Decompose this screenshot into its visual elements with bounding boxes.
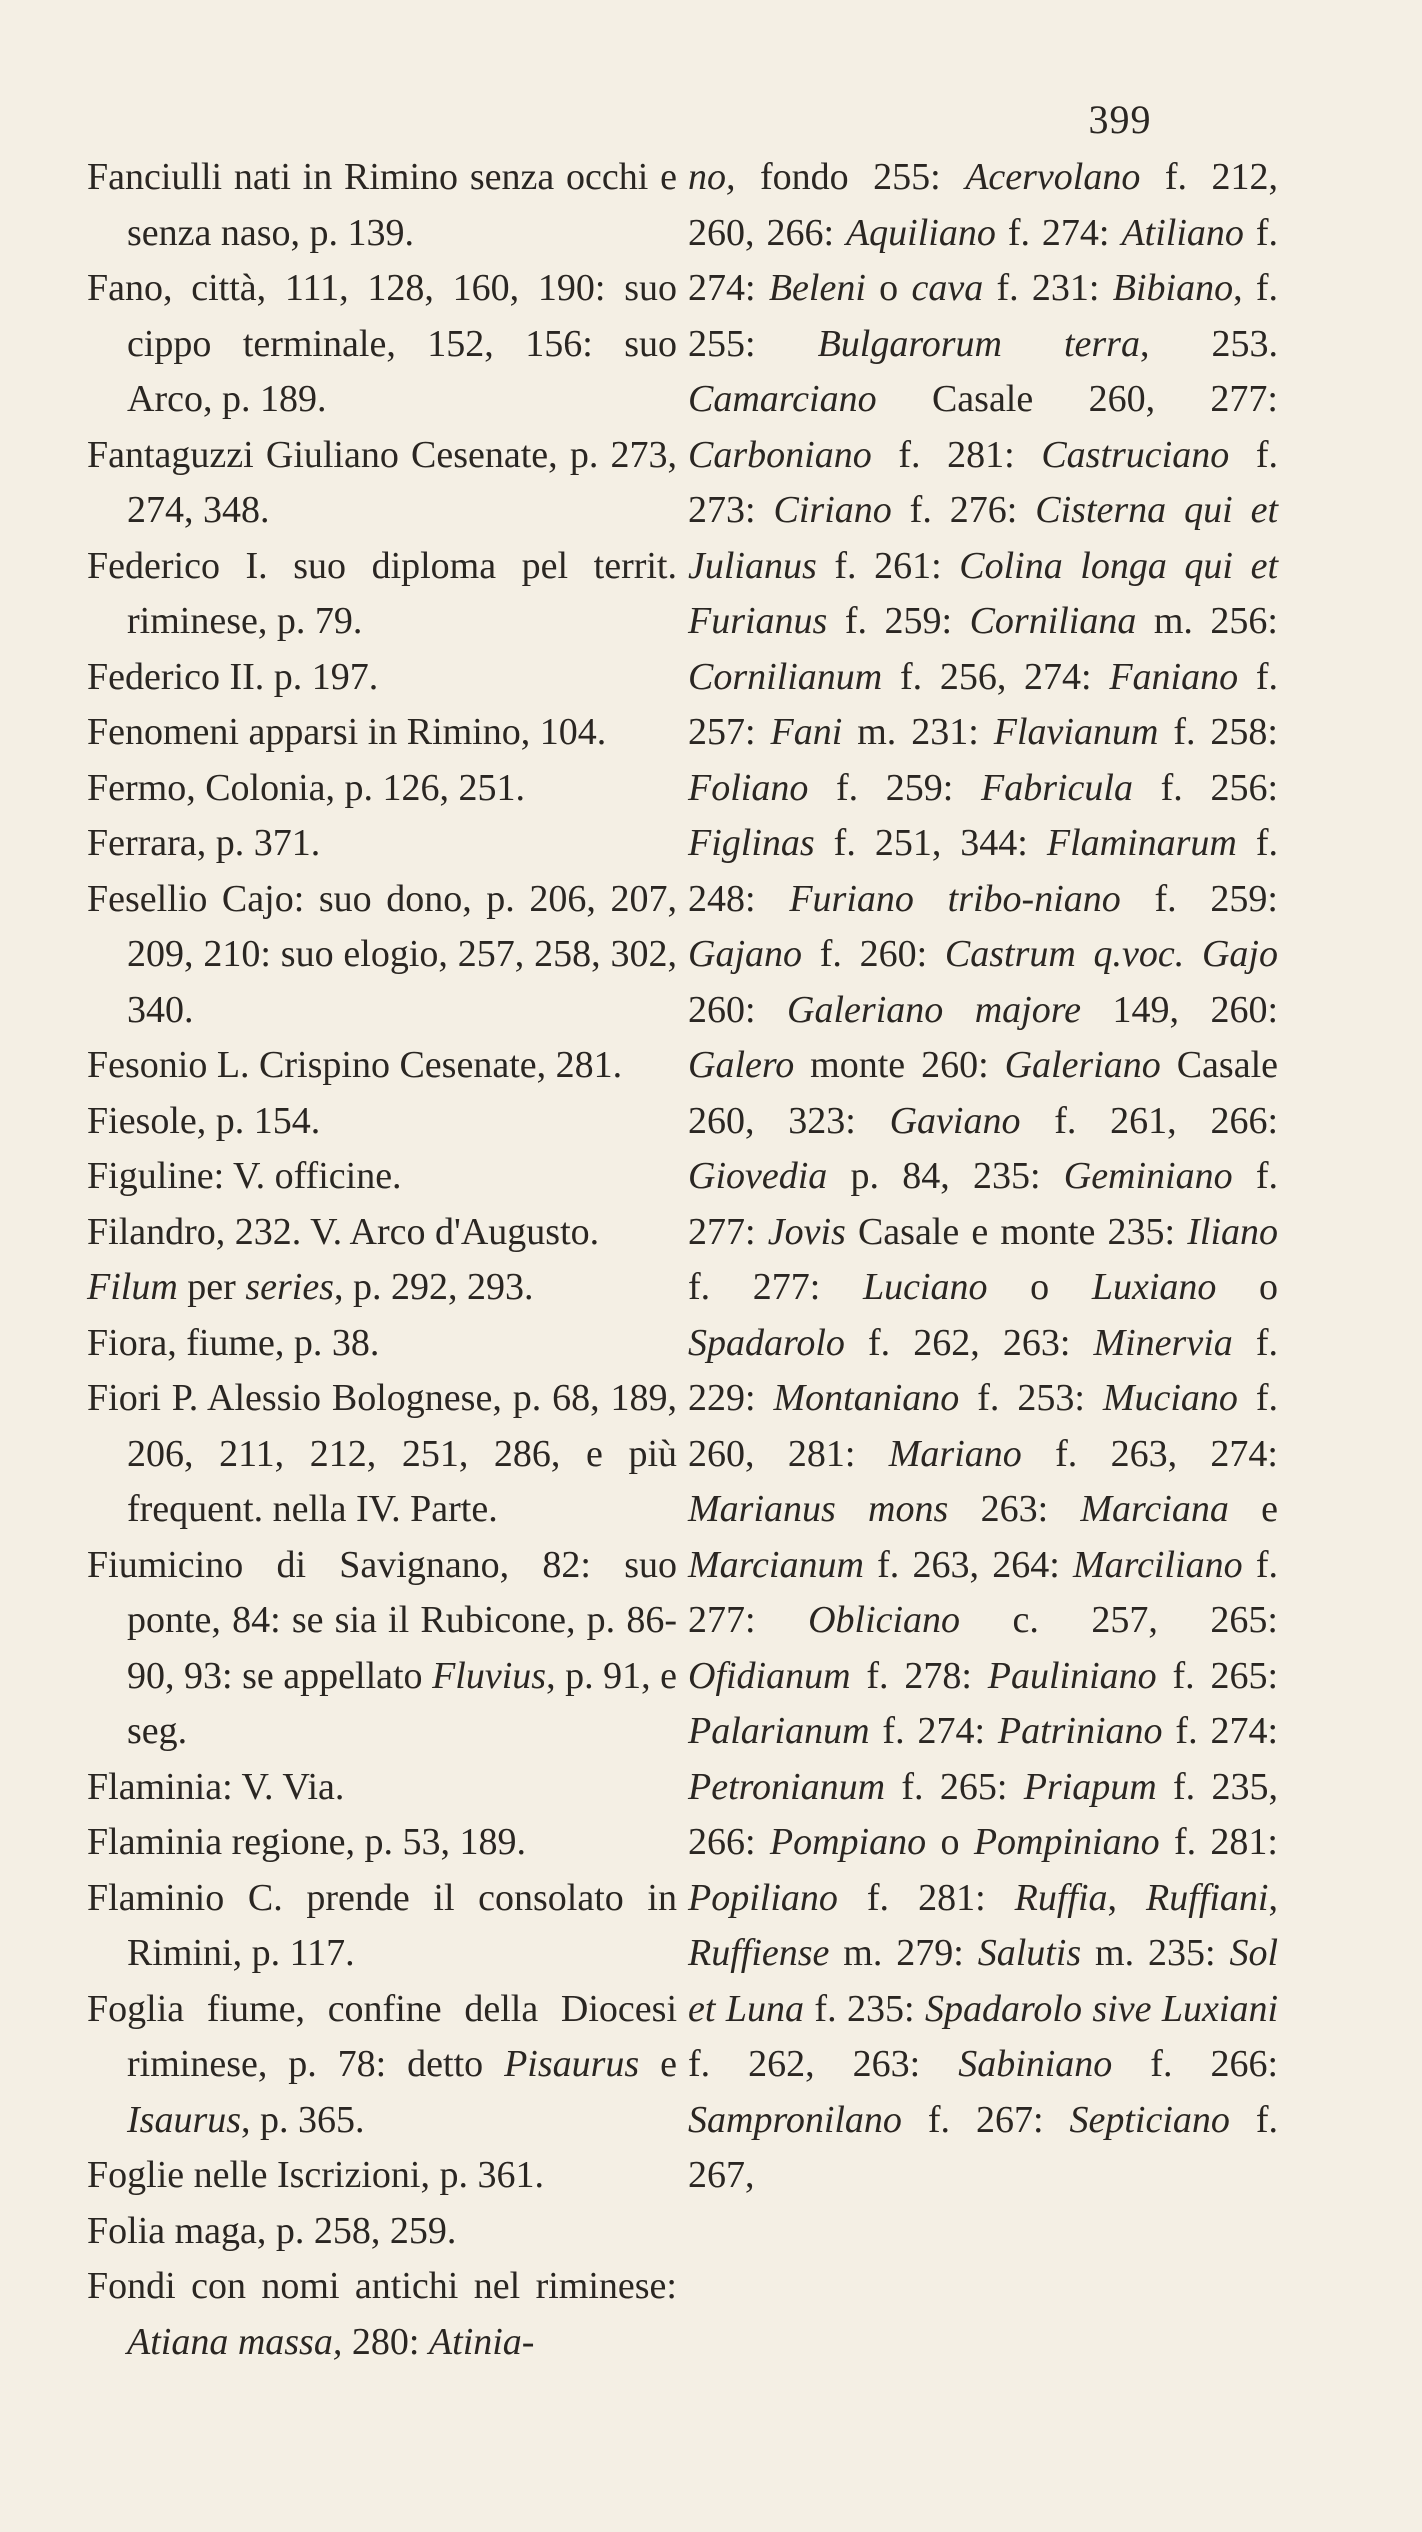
italic-term: Fluvius — [432, 1654, 547, 1697]
italic-term: no, — [688, 156, 736, 198]
italic-term: Atinia- — [428, 2320, 535, 2363]
entry-text: f. 262, 263: — [688, 2043, 959, 2085]
italic-term: Spadarolo sive Luxiani — [925, 1987, 1279, 2030]
entry-text: Fesellio Cajo: suo dono, p. 206, 207, 209, 210: suo elogio, 257, 258, 302, 340. — [87, 877, 677, 1031]
entry-text: Casale e monte 235: — [845, 1210, 1188, 1253]
italic-term: Luxiano — [1091, 1266, 1217, 1308]
entry-text: o — [1216, 1266, 1279, 1308]
italic-term: Flavianum — [993, 711, 1159, 753]
entry-text: f. 276: — [891, 489, 1036, 531]
italic-term: cava — [911, 267, 984, 309]
entry-text: Foglia fiume, confine della Diocesi riminese, p. 78: detto — [87, 1987, 677, 2085]
entry-text: f. 281: — [871, 433, 1042, 476]
entry-text: f. 248: — [688, 822, 1279, 920]
entry-text: Figuline: V. officine. — [87, 1155, 402, 1197]
entry-text: f. 253: — [959, 1377, 1103, 1419]
entry-text: f. 256, 274: — [882, 655, 1110, 698]
entry-text: Fermo, Colonia, p. 126, 251. — [87, 766, 526, 809]
italic-term: Ruffiense — [688, 1932, 830, 1974]
italic-term: Pompiniano — [973, 1821, 1160, 1863]
entry-text: f. 260, 281: — [688, 1377, 1279, 1475]
italic-term: Atiana massa, — [127, 2320, 343, 2363]
index-column-right — [688, 150, 1278, 2204]
entry-text: 149, 260: — [1080, 988, 1278, 1031]
italic-term: Fabricula — [981, 766, 1133, 809]
index-entry — [87, 1871, 677, 1982]
italic-term: Cornilianum — [688, 655, 883, 698]
italic-term: Luciano — [862, 1266, 988, 1308]
italic-term: Patriniano — [997, 1710, 1163, 1752]
italic-term: Cisterna qui et Julianus — [688, 489, 1279, 587]
italic-term: Faniano — [1109, 655, 1239, 698]
italic-term: Aquiliano — [845, 211, 996, 254]
italic-term: Gaviano — [889, 1099, 1021, 1142]
index-entry — [87, 1094, 677, 1150]
entry-text: f. 229: — [688, 1321, 1278, 1419]
entry-text: Casale 260, 323: — [688, 1044, 1278, 1142]
entry-text: Folia maga, p. 258, 259. — [87, 2209, 457, 2252]
entry-text: f. 261, 266: — [1020, 1099, 1279, 1142]
italic-term: Giovedia — [688, 1155, 828, 1197]
entry-text: f. 266: — [1112, 2043, 1278, 2085]
entry-text: e — [1228, 1488, 1278, 1530]
italic-term: Marciliano — [1073, 1543, 1243, 1586]
italic-term: Galeriano majore — [787, 988, 1081, 1031]
entry-text: Flaminia regione, p. 53, 189. — [87, 1821, 527, 1863]
entry-text: m. 231: — [842, 711, 994, 753]
italic-term: Corniliana — [969, 600, 1137, 642]
italic-term: Gajano — [688, 933, 802, 975]
italic-term: Spadarolo — [688, 1321, 845, 1364]
italic-term: Ofidianum — [688, 1654, 851, 1697]
entry-text: f. 274: — [1162, 1710, 1278, 1752]
italic-term: Montaniano — [773, 1377, 960, 1419]
index-entry — [87, 872, 677, 1039]
entry-text: Flaminia: V. Via. — [87, 1765, 345, 1808]
index-entry — [87, 1149, 677, 1205]
index-entry — [87, 1982, 677, 2149]
entry-text: Filandro, 232. V. Arco d'Augusto. — [87, 1210, 600, 1253]
entry-text: Ferrara, p. 371. — [87, 822, 321, 864]
entry-text: f. 277: — [688, 1543, 1278, 1641]
index-entry — [87, 1760, 677, 1816]
entry-text: f. 281: — [837, 1876, 1015, 1919]
entry-text: m. 256: — [1136, 600, 1278, 642]
italic-term: Camarciano — [688, 378, 877, 420]
italic-term: Popiliano — [688, 1876, 838, 1919]
italic-term: Ruffiani — [1146, 1876, 1269, 1919]
index-entry — [87, 1371, 677, 1538]
entry-text: Fiumicino di Savignano, 82: suo ponte, 84: se sia il Rubicone, p. 86-90, 93: se appellato — [87, 1543, 677, 1697]
italic-term: Palarianum — [688, 1710, 870, 1752]
entry-text: , — [1107, 1876, 1147, 1919]
italic-term: Mariano — [888, 1432, 1022, 1475]
italic-term: Galero — [688, 1044, 795, 1086]
entry-text: f. 212, 260, 266: — [688, 156, 1279, 254]
index-entry — [87, 150, 677, 261]
entry-text: o — [926, 1821, 974, 1863]
italic-term: Atiliano — [1121, 211, 1244, 254]
entry-text: 260: — [688, 988, 788, 1031]
entry-text: f. 274: — [995, 211, 1122, 254]
italic-term: Beleni — [768, 267, 866, 309]
italic-term: Ciriano — [773, 489, 892, 531]
index-entry — [87, 1038, 677, 1094]
entry-text: , 253. — [1139, 322, 1278, 365]
italic-term: Castrum q.voc. Gajo — [944, 933, 1278, 975]
entry-text: Federico I. suo diploma pel territ. riminese, p. 79. — [87, 544, 677, 642]
index-entry — [87, 650, 677, 706]
entry-text: f. 259: — [1120, 877, 1278, 920]
index-entry — [87, 761, 677, 817]
entry-text: 263: — [948, 1488, 1081, 1530]
entry-text: f. 274: — [688, 211, 1278, 309]
entry-text: e — [639, 2043, 677, 2085]
italic-term: Filum — [87, 1266, 178, 1308]
index-entry — [87, 1260, 677, 1316]
entry-text: f. 251, 344: — [814, 822, 1047, 864]
entry-text: f. 256: — [1132, 766, 1278, 809]
entry-text: f. 274: — [869, 1710, 998, 1752]
index-entry — [87, 2204, 677, 2260]
italic-term: Marciana — [1080, 1488, 1229, 1530]
italic-term: Priapum — [1023, 1765, 1157, 1808]
entry-text: f. 259: — [808, 766, 981, 809]
entry-text: Fesonio L. Crispino Cesenate, 281. — [87, 1044, 623, 1086]
entry-text: Fiori P. Alessio Bolognese, p. 68, 189, 206, 211, 212, 251, 286, e più frequent. nella IV. Parte. — [87, 1377, 677, 1530]
index-entry — [87, 2259, 677, 2370]
italic-term: Flaminarum — [1046, 822, 1237, 864]
entry-text: monte 260: — [794, 1044, 1005, 1086]
entry-text: fondo 255: — [735, 156, 966, 198]
entry-text: Flaminio C. prende il consolato in Rimini, p. 117. — [87, 1876, 677, 1974]
entry-text: Fiesole, p. 154. — [87, 1099, 321, 1142]
italic-term: Sol et Luna — [688, 1932, 1278, 2030]
index-entry — [87, 539, 677, 650]
italic-term: Furiano tribo-niano — [789, 877, 1121, 920]
entry-text: f. 278: — [850, 1654, 988, 1697]
italic-term: Pisaurus — [504, 2043, 640, 2085]
entry-text: Fantaguzzi Giuliano Cesenate, p. 273, 274, 348. — [87, 433, 677, 531]
italic-term: Iliano — [1187, 1210, 1279, 1253]
index-entry — [87, 1316, 677, 1372]
italic-term: Figlinas — [688, 822, 815, 864]
entry-text: f. 235, 266: — [688, 1765, 1279, 1863]
italic-term: Muciano — [1102, 1377, 1238, 1419]
entry-text: f. 231: — [983, 267, 1113, 309]
entry-text: , p. 292, 293. — [333, 1266, 534, 1308]
italic-term: Petronianum — [688, 1765, 886, 1808]
entry-text: Fanciulli nati in Rimino senza occhi e senza naso, p. 139. — [87, 156, 677, 254]
entry-text: , p. 91, e seg. — [127, 1654, 677, 1752]
italic-term: Salutis — [977, 1932, 1082, 1974]
entry-text: f. 267: — [901, 2098, 1070, 2141]
entry-text: f. 261: — [816, 544, 960, 587]
italic-term: Marianus mons — [688, 1488, 949, 1530]
italic-term: Ruffia — [1014, 1876, 1108, 1919]
entry-text: f. 265: — [1156, 1654, 1278, 1697]
entry-text: Casale 260, 277: — [876, 378, 1278, 420]
entry-text: Fiora, fiume, p. 38. — [87, 1321, 380, 1364]
entry-text: p. 84, 235: — [827, 1155, 1064, 1197]
italic-term: Obliciano — [808, 1599, 961, 1641]
italic-term: Isaurus — [127, 2098, 242, 2141]
page-number: 399 — [1088, 97, 1152, 142]
italic-term: Marcianum — [688, 1543, 864, 1586]
index-entry — [87, 428, 677, 539]
entry-text: f. 277: — [688, 1266, 863, 1308]
entry-text: , p. 365. — [241, 2098, 365, 2141]
entry-text: f. 273: — [688, 433, 1279, 531]
entry-text: m. 279: — [829, 1932, 978, 1974]
italic-term: Sampronilano — [688, 2098, 902, 2141]
entry-text: Fano, città, 111, 128, 160, 190: suo cippo terminale, 152, 156: suo Arco, p. 189. — [87, 267, 677, 420]
italic-term: Fani — [770, 711, 843, 753]
index-entry — [87, 705, 677, 761]
italic-term: Geminiano — [1063, 1155, 1233, 1197]
index-entry-continuation — [688, 150, 1278, 2204]
index-entry — [87, 261, 677, 428]
entry-text: f. 281: — [1159, 1821, 1278, 1863]
italic-term: Castruciano — [1041, 433, 1230, 476]
entry-text: f. 259: — [827, 600, 970, 642]
italic-term: Minervia — [1093, 1321, 1233, 1364]
italic-term: Bibiano — [1112, 267, 1234, 309]
entry-text: Fenomeni apparsi in Rimino, 104. — [87, 711, 607, 753]
entry-text: o — [865, 267, 912, 309]
entry-text: f. 260: — [802, 933, 945, 975]
italic-term: Acervolano — [965, 156, 1141, 198]
entry-text: f. 265: — [885, 1765, 1024, 1808]
italic-term: Jovis — [767, 1210, 846, 1253]
index-entry — [87, 1815, 677, 1871]
index-entry — [87, 816, 677, 872]
italic-term: Carboniano — [688, 433, 872, 476]
entry-text: Fondi con nomi antichi nel riminese: — [87, 2265, 677, 2307]
index-entry — [87, 1538, 677, 1760]
entry-text: Foglie nelle Iscrizioni, p. 361. — [87, 2154, 544, 2196]
italic-term: series — [245, 1266, 334, 1308]
entry-text: o — [987, 1266, 1092, 1308]
index-column-left — [87, 150, 677, 2370]
entry-text: 280: — [342, 2320, 429, 2363]
entry-text: f. 263, 274: — [1021, 1432, 1278, 1475]
italic-term: Sabiniano — [958, 2043, 1113, 2085]
entry-text: m. 235: — [1081, 1932, 1230, 1974]
italic-term: Foliano — [688, 766, 809, 809]
entry-text: c. 257, 265: — [960, 1599, 1278, 1641]
entry-text: f. 262, 263: — [844, 1321, 1094, 1364]
entry-text: Federico II. p. 197. — [87, 655, 379, 698]
entry-text: f. 258: — [1158, 711, 1278, 753]
italic-term: Bulgarorum terra — [817, 322, 1140, 365]
entry-text: f. 277: — [688, 1155, 1279, 1253]
italic-term: Colina longa qui et Furianus — [688, 544, 1278, 642]
italic-term: Septiciano — [1069, 2098, 1230, 2141]
index-entry — [87, 2148, 677, 2204]
italic-term: Pompiano — [769, 1821, 927, 1863]
entry-text: f. 235: — [804, 1987, 926, 2030]
index-entry — [87, 1205, 677, 1261]
entry-text: , f. 255: — [688, 267, 1279, 365]
entry-text: f. 263, 264: — [863, 1543, 1074, 1586]
entry-text: f. 257: — [688, 655, 1278, 753]
italic-term: Pauliniano — [987, 1654, 1157, 1697]
entry-text: per — [177, 1266, 246, 1308]
entry-text: f. 267, — [688, 2098, 1279, 2196]
italic-term: Galeriano — [1004, 1044, 1161, 1086]
entry-text: , — [1268, 1876, 1278, 1919]
